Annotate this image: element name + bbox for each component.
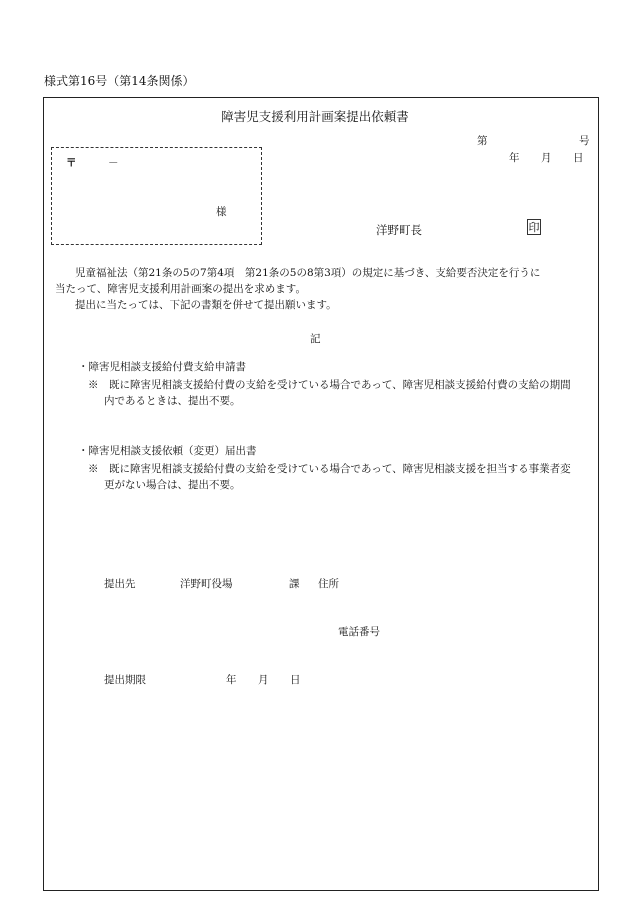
doc-number-dai: 第 (477, 135, 488, 147)
body-paragraph-1-line-1: 児童福祉法（第21条の5の7第4項 第21条の5の8第3項）の規定に基づき、支給要否決定を行うに (75, 267, 541, 279)
item-1-note-line-1: ※ 既に障害児相談支援給付費の支給を受けている場合であって、障害児相談支援給付費の支給の期間 (88, 379, 571, 391)
honorific-sama: 様 (216, 206, 227, 218)
postal-dash: － (108, 157, 119, 169)
body-paragraph-1-line-2: 当たって、障害児支援利用計画案の提出を求めます。 (55, 283, 306, 295)
date-year-label: 年 (509, 152, 520, 164)
item-1-note-line-2: 内であるときは、提出不要。 (104, 395, 241, 407)
form-number: 様式第16号（第14条関係） (44, 74, 195, 88)
deadline-label: 提出期限 (104, 674, 146, 686)
submission-address-label: 住所 (318, 578, 339, 590)
doc-number-go: 号 (579, 135, 590, 147)
submission-phone-label: 電話番号 (338, 626, 380, 638)
item-2-note-line-2: 更がない場合は、提出不要。 (104, 479, 241, 491)
item-2-title: ・障害児相談支援依頼（変更）届出書 (78, 445, 257, 457)
date-month-label: 月 (541, 152, 552, 164)
submission-label: 提出先 (104, 578, 136, 590)
deadline-year-label: 年 (226, 674, 237, 686)
postal-mark: 〒 (66, 157, 77, 169)
document-title: 障害児支援利用計画案提出依頼書 (221, 109, 409, 124)
date-day-label: 日 (573, 152, 584, 164)
issuer-mayor: 洋野町長 (376, 223, 422, 237)
submission-section-ka: 課 (289, 578, 300, 590)
deadline-day-label: 日 (290, 674, 301, 686)
item-1-title: ・障害児相談支援給付費支給申請書 (78, 361, 246, 373)
deadline-month-label: 月 (258, 674, 269, 686)
seal-box: 印 (528, 221, 540, 234)
body-paragraph-2: 提出に当たっては、下記の書類を併せて提出願います。 (75, 299, 337, 311)
ki-heading: 記 (310, 333, 321, 345)
address-box (51, 147, 262, 245)
submission-office: 洋野町役場 (180, 578, 233, 590)
item-2-note-line-1: ※ 既に障害児相談支援給付費の支給を受けている場合であって、障害児相談支援を担当する事業者変 (88, 463, 571, 475)
